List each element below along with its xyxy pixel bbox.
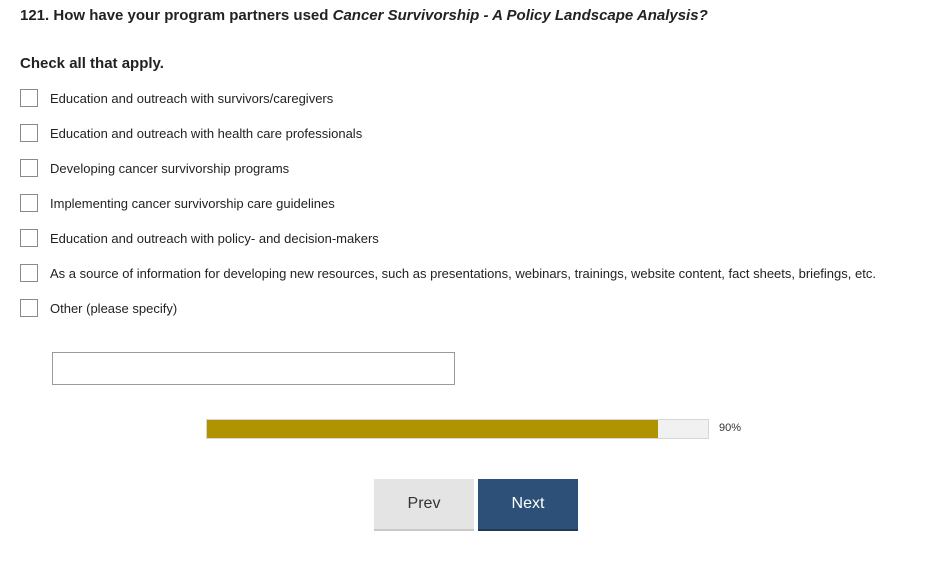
option-label: Education and outreach with health care professionals — [50, 126, 363, 141]
option-survivors-caregivers[interactable] — [20, 89, 920, 109]
checkbox[interactable] — [20, 229, 38, 247]
progress-bar-fill — [207, 420, 658, 438]
option-policy-makers[interactable] — [20, 229, 920, 249]
option-label: Implementing cancer survivorship care guidelines — [50, 196, 335, 211]
question-title — [20, 7, 708, 24]
next-button[interactable]: Next — [478, 479, 578, 529]
checkbox[interactable] — [20, 194, 38, 212]
checkbox[interactable] — [20, 264, 38, 282]
question-title-text: 121. How have your program partners used — [20, 7, 333, 24]
option-developing-programs[interactable] — [20, 159, 920, 179]
checkbox[interactable] — [20, 299, 38, 317]
instruction-text: Check all that apply. — [20, 55, 164, 72]
option-implementing-guidelines[interactable] — [20, 194, 920, 214]
option-label: Education and outreach with survivors/caregivers — [50, 91, 334, 106]
option-health-care-professionals[interactable] — [20, 124, 920, 144]
checkbox[interactable] — [20, 124, 38, 142]
option-label: Education and outreach with policy- and decision-makers — [50, 231, 379, 246]
checkbox[interactable] — [20, 89, 38, 107]
other-specify-input[interactable] — [52, 352, 455, 385]
option-source-of-information[interactable] — [20, 264, 920, 284]
prev-button[interactable]: Prev — [374, 479, 474, 529]
option-label: As a source of information for developing new resources, such as presentations, webinars, trainings, website content, fact sheets, briefings, etc. — [50, 266, 876, 281]
option-label: Developing cancer survivorship programs — [50, 161, 290, 176]
option-other[interactable] — [20, 299, 920, 319]
progress-bar — [206, 419, 709, 439]
question-title-italic: Cancer Survivorship - A Policy Landscape Analysis? — [332, 7, 708, 24]
progress-percent-label: 90% — [719, 422, 742, 434]
options-list — [20, 89, 920, 334]
option-label: Other (please specify) — [50, 301, 178, 316]
checkbox[interactable] — [20, 159, 38, 177]
